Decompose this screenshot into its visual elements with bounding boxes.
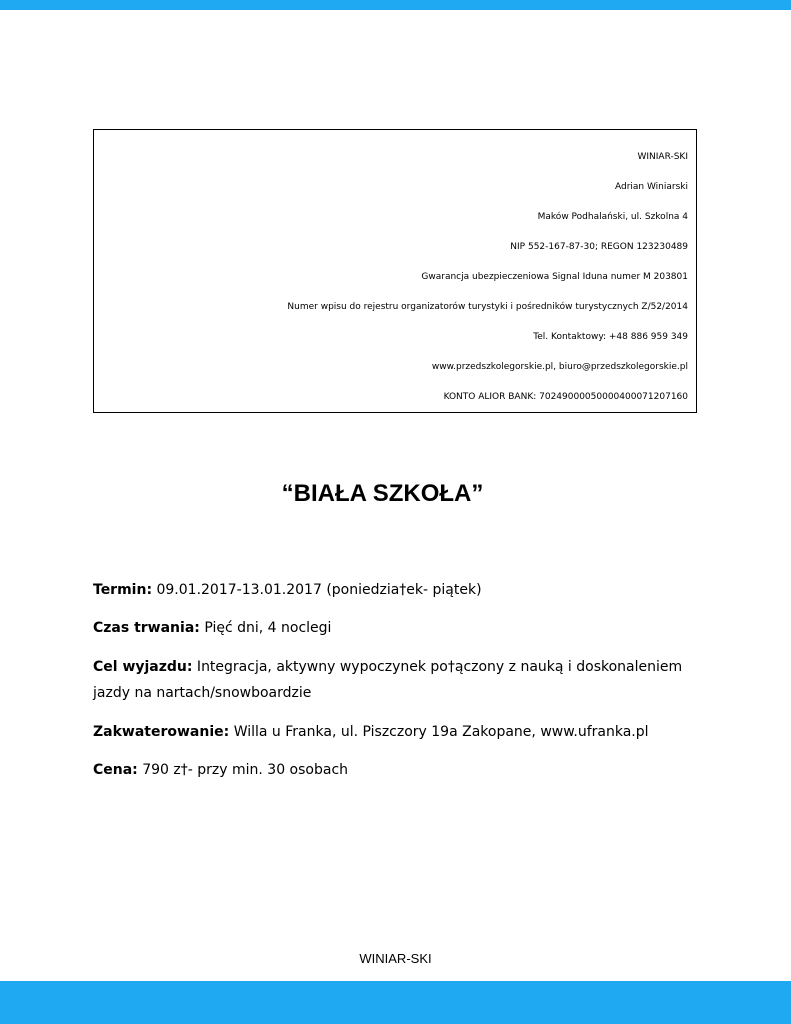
registry-number: Numer wpisu do rejestru organizatorów turystyki i pośredników turystycznych Z/52/2014 xyxy=(287,302,688,312)
bottom-accent-bar xyxy=(0,981,791,1024)
cel-label: Cel wyjazdu: xyxy=(93,659,193,675)
czas-row xyxy=(93,615,693,641)
cena-row xyxy=(93,757,693,783)
bank-account: KONTO ALIOR BANK: 70249000050000400071207160 xyxy=(443,392,688,402)
company-address: Maków Podhalański, ul. Szkolna 4 xyxy=(537,212,688,222)
cena-label: Cena: xyxy=(93,762,138,778)
czas-value: Pięć dni, 4 noclegi xyxy=(199,620,332,636)
website-email: www.przedszkolegorskie.pl, biuro@przedszkolegorskie.pl xyxy=(431,362,688,372)
owner-name: Adrian Winiarski xyxy=(614,182,688,192)
top-accent-bar xyxy=(0,0,791,10)
insurance-guarantee: Gwarancja ubezpieczeniowa Signal Iduna numer M 203801 xyxy=(421,272,688,282)
footer-text: WINIAR-SKI xyxy=(359,951,432,966)
contact-phone: Tel. Kontaktowy: +48 886 959 349 xyxy=(533,332,688,342)
cel-value: Integracja, aktywny wypoczynek po†ączony z nauką i doskonaleniem jazdy na nartach/snowboardzie xyxy=(93,659,683,701)
zakwaterowanie-row xyxy=(93,719,693,745)
termin-label: Termin: xyxy=(93,582,153,598)
termin-value: 09.01.2017-13.01.2017 (poniedzia†ek- piątek) xyxy=(152,582,482,598)
czas-label: Czas trwania: xyxy=(93,620,200,636)
nip-regon: NIP 552-167-87-30; REGON 123230489 xyxy=(510,242,688,252)
document-title: “BIAŁA SZKOŁA” xyxy=(281,480,484,507)
zakwaterowanie-value: Willa u Franka, ul. Piszczory 19a Zakopane, www.ufranka.pl xyxy=(229,724,649,740)
termin-row xyxy=(93,577,693,603)
company-name: WINIAR-SKI xyxy=(637,152,688,162)
zakwaterowanie-label: Zakwaterowanie: xyxy=(93,724,230,740)
cena-value: 790 z†- przy min. 30 osobach xyxy=(137,762,349,778)
company-info-box xyxy=(93,129,697,413)
cel-row xyxy=(93,654,693,706)
